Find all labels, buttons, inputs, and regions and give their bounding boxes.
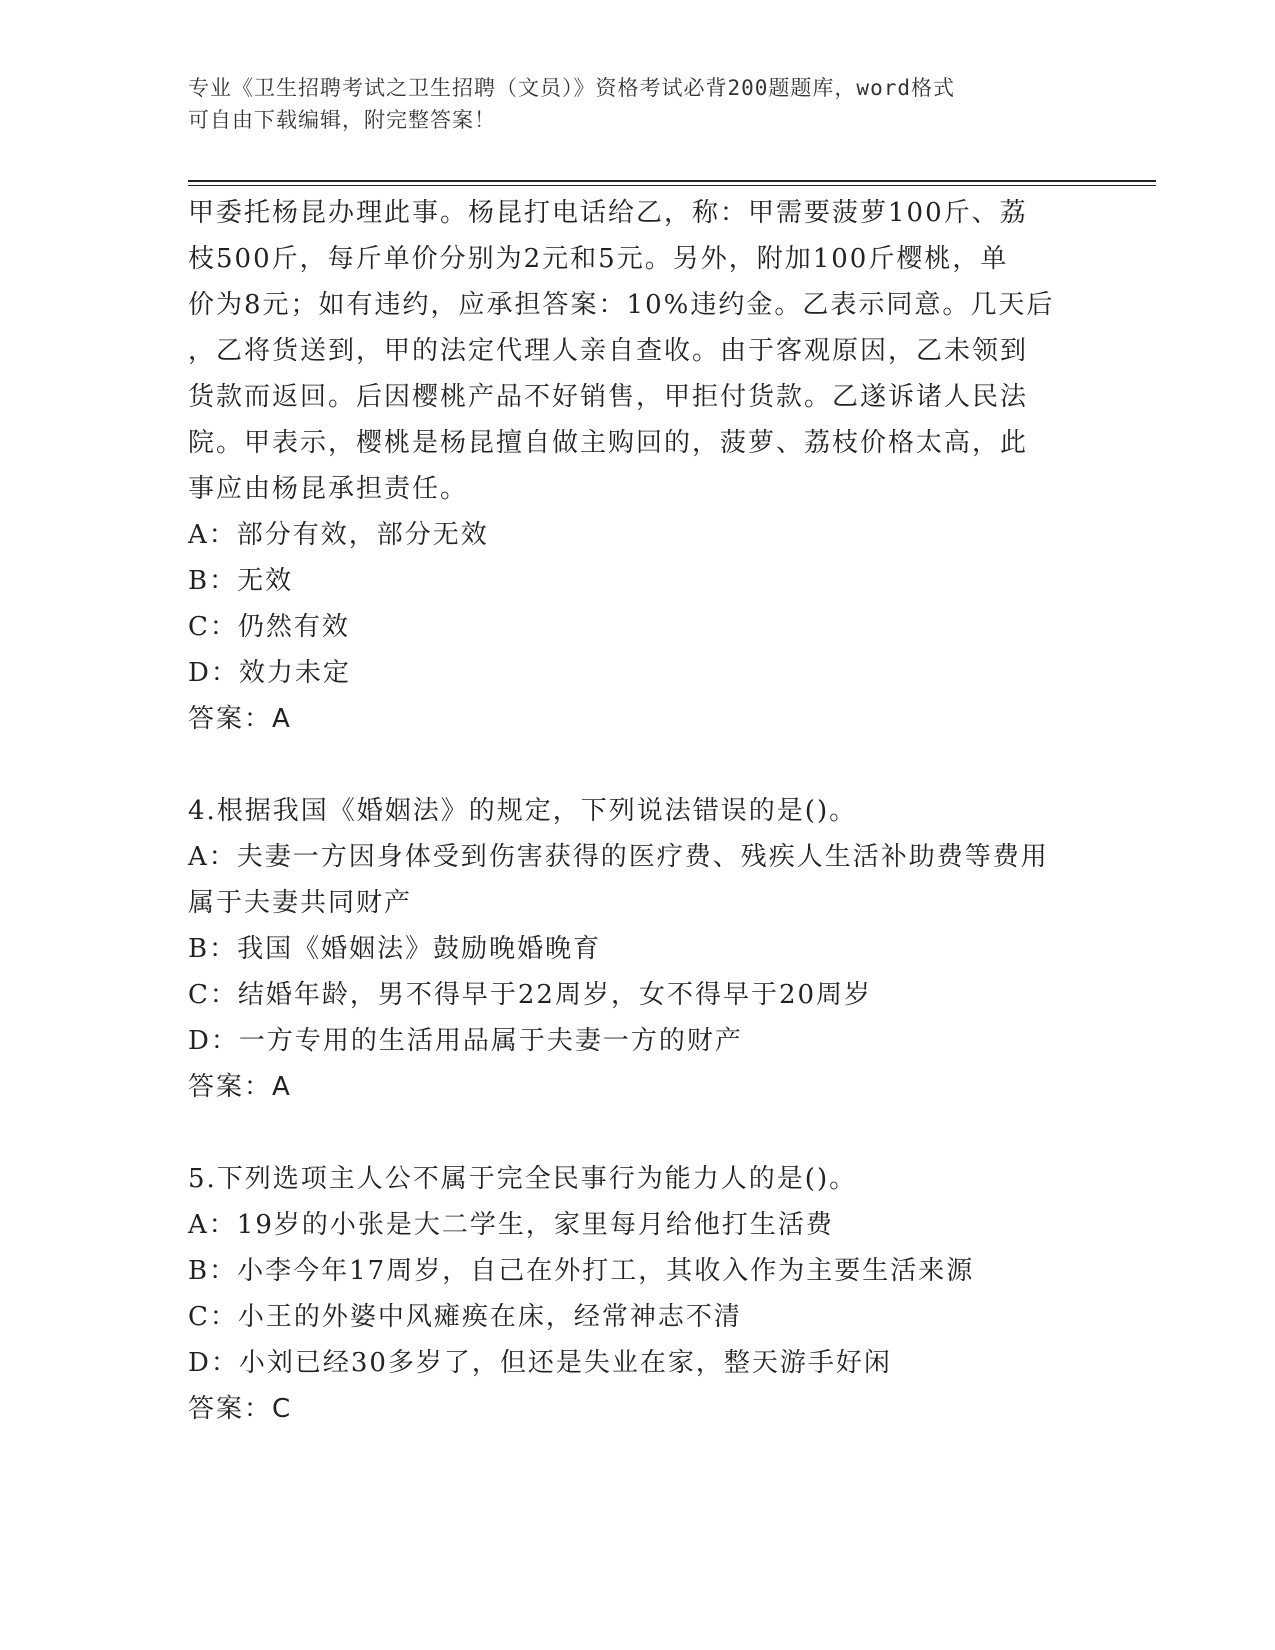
question-stem-line: 货款而返回。后因樱桃产品不好销售，甲拒付货款。乙遂诉诸人民法 bbox=[188, 382, 1029, 412]
question-5 bbox=[188, 1156, 1088, 1432]
option-d: D：效力未定 bbox=[188, 658, 351, 688]
question-stem-line: ，乙将货送到，甲的法定代理人亲自查收。由于客观原因，乙未领到 bbox=[188, 336, 1029, 366]
option-a: A：夫妻一方因身体受到伤害获得的医疗费、残疾人生活补助费等费用 bbox=[188, 842, 1049, 872]
option-d: D：一方专用的生活用品属于夫妻一方的财产 bbox=[188, 1026, 743, 1056]
document-body bbox=[188, 190, 1088, 1432]
header-line-2: 可自由下载编辑，附完整答案！ bbox=[188, 108, 496, 132]
question-stem-line: 院。甲表示，樱桃是杨昆擅自做主购回的，菠萝、荔枝价格太高，此 bbox=[188, 428, 1029, 458]
question-stem-line: 5.下列选项主人公不属于完全民事行为能力人的是()。 bbox=[188, 1164, 858, 1194]
question-3 bbox=[188, 190, 1088, 742]
option-d: D：小刘已经30多岁了，但还是失业在家，整天游手好闲 bbox=[188, 1348, 892, 1378]
spacer bbox=[188, 1110, 1088, 1156]
option-b: B：无效 bbox=[188, 566, 294, 596]
option-a: A：部分有效，部分无效 bbox=[188, 520, 489, 550]
option-a-continued: 属于夫妻共同财产 bbox=[188, 888, 413, 918]
answer-line: 答案：A bbox=[188, 704, 292, 734]
header-divider-thin bbox=[188, 185, 1156, 186]
answer-line: 答案：C bbox=[188, 1394, 293, 1424]
option-c: C：结婚年龄，男不得早于22周岁，女不得早于20周岁 bbox=[188, 980, 873, 1010]
header-line-1: 专业《卫生招聘考试之卫生招聘（文员）》资格考试必背200题题库，word格式 bbox=[188, 76, 955, 100]
question-stem-line: 甲委托杨昆办理此事。杨昆打电话给乙，称：甲需要菠萝100斤、荔 bbox=[188, 198, 1028, 228]
option-a: A：19岁的小张是大二学生，家里每月给他打生活费 bbox=[188, 1210, 834, 1240]
option-c: C：仍然有效 bbox=[188, 612, 350, 642]
option-b: B：小李今年17周岁，自己在外打工，其收入作为主要生活来源 bbox=[188, 1256, 975, 1286]
answer-line: 答案：A bbox=[188, 1072, 292, 1102]
header-divider-thick bbox=[188, 180, 1156, 182]
question-stem-line: 4.根据我国《婚姻法》的规定，下列说法错误的是()。 bbox=[188, 796, 858, 826]
option-b: B：我国《婚姻法》鼓励晚婚晚育 bbox=[188, 934, 602, 964]
spacer bbox=[188, 742, 1088, 788]
question-stem-line: 枝500斤，每斤单价分别为2元和5元。另外，附加100斤樱桃，单 bbox=[188, 244, 1009, 274]
question-stem-line: 事应由杨昆承担责任。 bbox=[188, 474, 469, 504]
question-stem-line: 价为8元；如有违约，应承担答案：10%违约金。乙表示同意。几天后 bbox=[188, 290, 1055, 320]
option-c: C：小王的外婆中风瘫痪在床，经常神志不清 bbox=[188, 1302, 742, 1332]
document-header bbox=[188, 72, 1088, 136]
question-4 bbox=[188, 788, 1088, 1110]
